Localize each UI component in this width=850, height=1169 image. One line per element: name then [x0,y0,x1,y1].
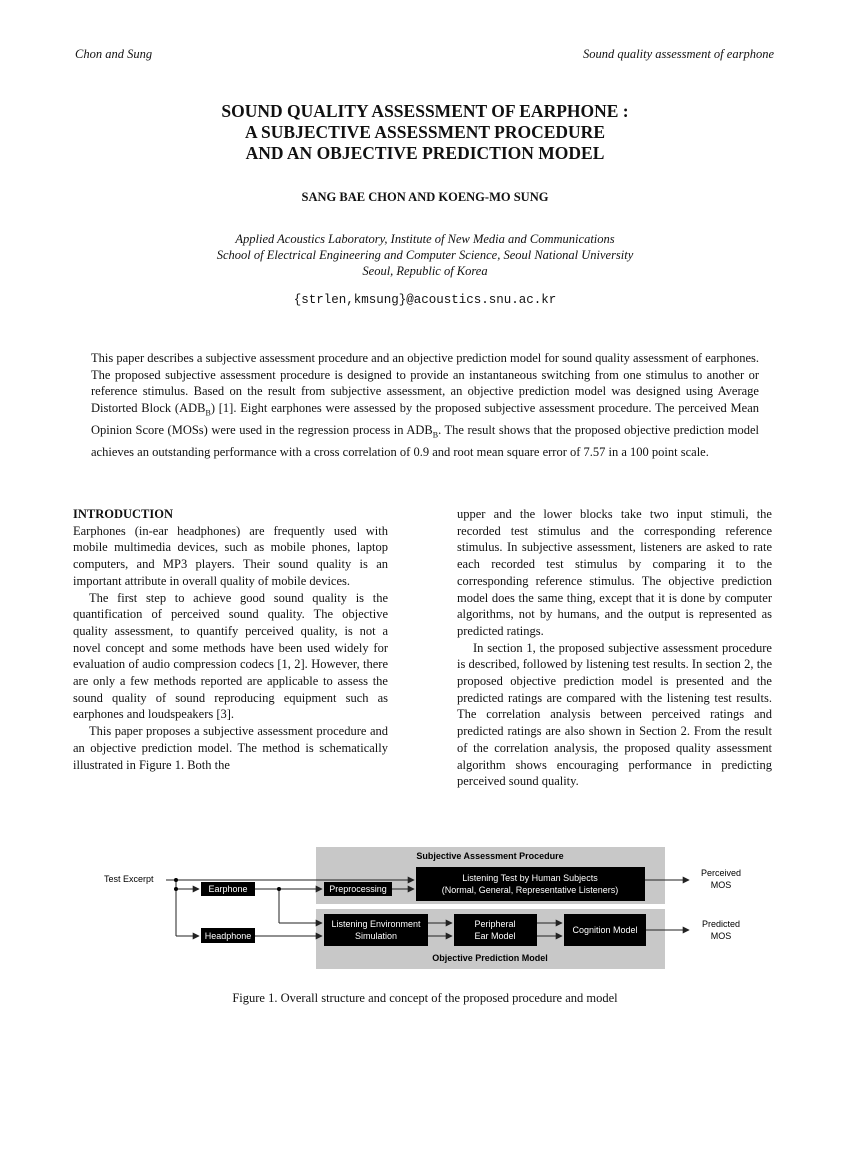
title-line-2: A SUBJECTIVE ASSESSMENT PROCEDURE [245,122,605,142]
running-header-right: Sound quality assessment of earphone [583,47,774,61]
affiliation-line-1: Applied Acoustics Laboratory, Institute of New Media and Communications [235,232,615,246]
headphone-label: Headphone [204,931,252,941]
intro-paragraph-4: upper and the lower blocks take two input stimuli, the recorded test stimulus and the corresponding reference stimulus. In subjective assessment, listeners are asked to rate each recorded test stimulus by comparing it to the corresponding reference stimulus. The objective prediction model does the same thing, except that it is done by computer algorithms, not by humans, and the output is represented as predicted ratings. [457,507,772,638]
figure-1-diagram [95,843,755,975]
perceived-mos-label-1: Perceived [700,868,742,878]
intro-paragraph-5: In section 1, the proposed subjective assessment procedure is described, followed by listening test results. In section 2, the proposed objective prediction model is presented and the predicted ratings are compared with the listening test results. The correlation analysis between perceived ratings and predicted ratings are also shown in Section 2. From the result of the correlation analysis, the proposed quality assessment algorithm shows encouraging performance in predicting perceived sound quality. [457,640,772,789]
authors: SANG BAE CHON AND KOENG-MO SUNG [301,190,549,204]
perceived-mos-label-2: MOS [710,880,732,890]
affiliation-line-2: School of Electrical Engineering and Computer Science, Seoul National University [216,248,634,262]
abstract-subscript-1: B [205,408,211,417]
intro-paragraph-3: This paper proposes a subjective assessment procedure and an objective prediction model. The method is schematically illustrated in Figure 1. Both the [73,724,388,772]
earphone-label: Earphone [208,884,248,894]
peripheral-ear-model-label-2: Ear Model [474,931,516,941]
junction-dot [277,887,281,891]
environment-simulation-label-1: Listening Environment [331,919,421,929]
subjective-panel-title: Subjective Assessment Procedure [416,851,564,861]
left-column [73,506,388,773]
peripheral-ear-model-label-1: Peripheral [474,919,516,929]
listening-test-label-2: (Normal, General, Representative Listeners) [441,885,619,895]
preprocessing-label: Preprocessing [329,884,387,894]
intro-paragraph-1: Earphones (in-ear headphones) are frequently used with mobile multimedia devices, such as mobile phones, laptop computers, and MP3 players. Their sound quality is an important attribute in overall quality of mobile devices. [73,523,388,588]
abstract-subscript-2: B [432,430,439,439]
test-excerpt-label: Test Excerpt [104,874,154,884]
title-line-3: AND AN OBJECTIVE PREDICTION MODEL [245,143,605,163]
email: {strlen,kmsung}@acoustics.snu.ac.kr [293,293,557,307]
abstract-part-3: . The result shows that the proposed objective prediction model achieves an outstanding performance with a cross correlation of 0.9 and root mean square error of 7.57 in a 100 point scale. [91,422,759,459]
section-heading-introduction: INTRODUCTION [73,507,174,521]
objective-panel-title: Objective Prediction Model [432,953,548,963]
right-column [457,506,772,790]
intro-paragraph-2: The first step to achieve good sound quality is the quantification of perceived sound quality. The objective quality assessment, to quantify perceived quality, is not a novel concept and some methods have been used widely for evaluation of audio compression codecs [1, 2]. However, there are only a few methods reported are applicable to assess the sound quality of sound reproducing equipment such as earphones and loudspeakers [3]. [73,590,388,722]
junction-dot [174,878,178,882]
affiliation [0,231,850,279]
predicted-mos-label-2: MOS [710,931,732,941]
title-line-1: SOUND QUALITY ASSESSMENT OF EARPHONE : [221,101,629,121]
affiliation-line-3: Seoul, Republic of Korea [362,264,488,278]
figure-1-caption: Figure 1. Overall structure and concept of the proposed procedure and model [232,991,618,1005]
environment-simulation-label-2: Simulation [354,931,398,941]
paper-title [0,101,850,164]
abstract [91,350,759,460]
running-header-left: Chon and Sung [75,47,153,61]
junction-dot [174,887,178,891]
predicted-mos-label-1: Predicted [701,919,741,929]
abstract-part-1: This paper describes a subjective assessment procedure and an objective prediction model for sound quality assessment of earphones. The proposed subjective assessment procedure is designed to provide an instantaneous switching from one stimulus to another or reference stimulus. Based on the result from subjective assessment, an objective prediction model was designed using Average Distorted Block (ADB [91,351,759,415]
listening-test-label-1: Listening Test by Human Subjects [462,873,598,883]
abstract-part-2: ) [1]. Eight earphones were assessed by the proposed subjective assessment procedure. The perceived Mean Opinion Score (MOSs) were used in the regression process in ADB [91,400,760,437]
cognition-model-label: Cognition Model [572,925,638,935]
